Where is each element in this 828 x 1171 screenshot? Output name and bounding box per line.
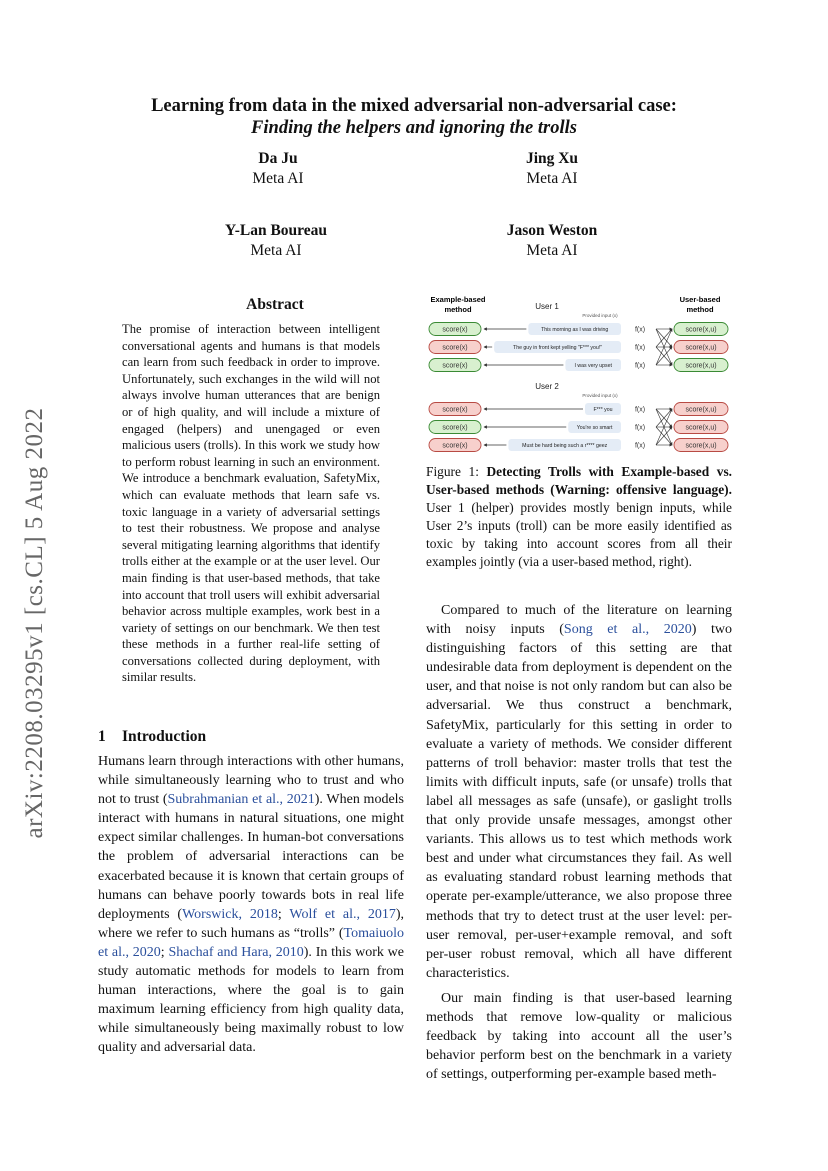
- score-label: score(x): [442, 362, 468, 370]
- input-text: Must be hard being such a r**** geez: [522, 443, 608, 449]
- text-run: ) two distinguishing factors of this setting are that undesirable data from deployment is dependent on the user, and that noise is not only random but can also be adversarial. We thus construct a benchmark, SafetyMix, particularly for this setting in order to evaluate a variety of methods. We consider different patterns of troll behavior: master trolls that test the limits with difficult inputs, safe (or unsafe) trolls that label all messages as safe (unsafe), or gaslight trolls that only provide unsafe messages, amongst other variants. This allows us to test which methods work best and under what circumstances they fail. As well as evaluating standard robust learning methods that operate per-example/utterance, we also propose three methods that try to detect trust at the user level: per-user removal, per-user+example removal, and soft per-user robust removal, which all have different characteristics.: [426, 622, 732, 981]
- user-score-label: score(x,u): [685, 442, 717, 450]
- section-number: 1: [98, 728, 106, 745]
- text-run: ). When models interact with humans in natural situations, one might expect similar challenges. In human-bot conversations the problem of adversarial interactions can be exacerbated because it is known that certain groups of humans can behave poorly towards bots in real life deployments (: [98, 792, 404, 922]
- fx-label: f(x): [634, 326, 646, 334]
- text-run: Compared to much of the literature on learning with noisy inputs (: [426, 603, 732, 638]
- right-column: [426, 601, 732, 1084]
- caption-text: User 1 (helper) provides mostly benign inputs, while User 2’s inputs (troll) can be more easily identified as toxic by taking into account scores from all their examples jointly (via a user-based method, right).: [426, 499, 732, 569]
- text-run: ;: [277, 906, 290, 922]
- text-run: ). In this work we study automatic methods for models to learn from human interactions, where the goal is to gain maximum learning efficiency from high quality data, while simultaneously being maximally robust to low quality and adversarial data.: [98, 944, 405, 1056]
- score-label: score(x): [442, 326, 468, 334]
- input-text: I was very upset: [574, 363, 612, 369]
- right-header-line1: User-based: [679, 295, 721, 304]
- figure-1-caption: [426, 463, 732, 570]
- citation-link[interactable]: Tomaiuolo et al., 2020: [98, 925, 404, 960]
- paper-title-line1: Learning from data in the mixed adversarial non-adversarial case:: [151, 96, 677, 116]
- input-text: F*** you: [593, 407, 613, 413]
- citation-link[interactable]: Subrahmanian et al., 2021: [167, 792, 315, 808]
- user-score-label: score(x,u): [685, 326, 717, 334]
- input-text: This morning as I was driving: [541, 327, 609, 333]
- caption-bold: Detecting Trolls with Example-based vs. User-based methods (Warning: offensive language).: [426, 464, 732, 497]
- input-text: The guy in front kept yelling "F*** you!": [513, 345, 603, 351]
- figure-1: [424, 293, 734, 453]
- abstract-text: The promise of interaction between intelligent conversational agents and humans is that models can learn from such feedback in order to improve. Unfortunately, such exchanges in the wild will not always involve human utterances that are benign or of high quality, and will include a mixture of engaged (helpers) and unengaged or even malicious users (trolls). In this work we study how to perform robust learning in such an environment. We introduce a benchmark evaluation, SafetyMix, which can evaluate methods that learn safe vs. toxic language in a variety of adversarial settings to test their robustness. We propose and analyse several mitigating learning algorithms that identify trolls either at the example or at the user level. Our main finding is that user-based methods, that take into account that troll users will exhibit adversarial behavior across multiple examples, work best in a variety of settings on our benchmark. We then test these methods in a further real-life setting of conversations collected during deployment, with similar results.: [122, 322, 380, 685]
- user-score-label: score(x,u): [685, 406, 717, 414]
- author-affiliation: Meta AI: [250, 242, 302, 259]
- score-label: score(x): [442, 424, 468, 432]
- author-affiliation: Meta AI: [526, 242, 578, 259]
- fx-label: f(x): [634, 344, 646, 352]
- input-text: You're so smart: [576, 425, 613, 431]
- abstract-heading: Abstract: [246, 296, 304, 313]
- score-label: score(x): [442, 406, 468, 414]
- author-block: [452, 149, 652, 189]
- author-block: [176, 221, 376, 261]
- provided-input-label: Provided input (x): [582, 313, 618, 318]
- citation-link[interactable]: Wolf et al., 2017: [289, 906, 396, 922]
- intro-paragraph: [98, 752, 404, 1058]
- text-run: Humans learn through interactions with other humans, while simultaneously learning who to trust and who not to trust (: [98, 754, 404, 808]
- citation-link[interactable]: Shachaf and Hara, 2010: [168, 944, 304, 960]
- user-score-label: score(x,u): [685, 344, 717, 352]
- caption-label: Figure 1:: [426, 464, 487, 479]
- author-block: [178, 149, 378, 189]
- author-affiliation: Meta AI: [252, 170, 304, 187]
- left-header-line2: method: [444, 305, 472, 314]
- citation-link[interactable]: Song et al., 2020: [563, 622, 692, 638]
- author-name: Jing Xu: [525, 150, 579, 167]
- score-label: score(x): [442, 344, 468, 352]
- provided-input-label: Provided input (x): [582, 393, 618, 398]
- text-run: ), where we refer to such humans as “trolls” (: [98, 906, 405, 941]
- fx-label: f(x): [634, 362, 646, 370]
- fx-label: f(x): [634, 442, 646, 450]
- body-paragraph: Our main finding is that user-based learning methods that remove low-quality or malicious feedback by taking into account all the user’s behavior perform best on the benchmark in a variety of settings, outperforming per-example based meth-: [426, 990, 732, 1083]
- user-label: User 1: [535, 302, 559, 311]
- citation-link[interactable]: Worswick, 2018: [182, 906, 278, 922]
- author-name: Jason Weston: [506, 222, 598, 239]
- figure-1-diagram: [424, 293, 734, 453]
- author-block: [452, 221, 652, 261]
- text-run: ;: [160, 944, 169, 960]
- user-score-label: score(x,u): [685, 362, 717, 370]
- author-affiliation: Meta AI: [526, 170, 578, 187]
- fx-label: f(x): [634, 406, 646, 414]
- user-score-label: score(x,u): [685, 424, 717, 432]
- section-heading: [98, 728, 206, 746]
- author-name: Y-Lan Boureau: [224, 222, 328, 239]
- body-paragraph: [426, 601, 732, 983]
- user-label: User 2: [535, 382, 559, 391]
- right-header-line2: method: [686, 305, 714, 314]
- author-name: Da Ju: [258, 150, 298, 167]
- paper-title-line2: Finding the helpers and ignoring the trolls: [251, 118, 577, 138]
- section-title: Introduction: [122, 728, 207, 745]
- arxiv-identifier: arXiv:2208.03295v1 [cs.CL] 5 Aug 2022: [21, 407, 48, 839]
- fx-label: f(x): [634, 424, 646, 432]
- left-header-line1: Example-based: [430, 295, 486, 304]
- score-label: score(x): [442, 442, 468, 450]
